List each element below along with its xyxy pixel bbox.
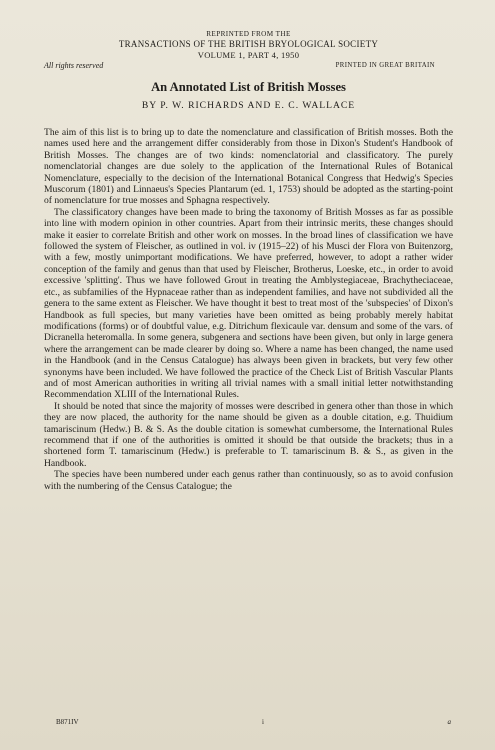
- printed-in: PRINTED IN GREAT BRITAIN: [335, 62, 435, 69]
- paragraph: The species have been numbered under each genus rather than continuously, so as to avoid confusion with the numbering of the Census Catalogue; the: [44, 469, 453, 492]
- rights-reserved: All rights reserved: [44, 61, 104, 70]
- paragraph: The classificatory changes have been made to bring the taxonomy of British Mosses as far as possible into line with modern opinion in other countries. Apart from their intrinsic merits, these changes should make it easier to correlate British and other work on mosses. In the broad lines of classification we have followed the system of Fleischer, as outlined in vol. iv (1915–22) of his Musci der Flora von Buitenzorg, with a few, mostly unimportant modifications. We have preferred, however, to adopt a rather wider conception of the family and genus than that used by Fleischer, Brotherus, Loeske, etc., in order to avoid excessive 'splitting'. Thus we have followed Grout in treating the Amblystegiaceae, Brachytheciaceae, etc., as subfamilies of the Hypnaceae rather than as independent families, and have not subdivided all the genera to the same extent as Fleischer. We have thought it best to treat most of the 'subspecies' of Dixon's Handbook as full species, but many varieties have been omitted as being probably merely habitat modifications (forms) or of doubtful value, e.g. Ditrichum flexicaule var. densum and some of the vars. of Dicranella heteromalla. In some genera, subgenera and sections have been given, but only in large genera where the arrangement can be made clearer by doing so. Where a name has been changed, the name used in the Handbook (and in the Census Catalogue) has always been given in brackets, but very few other synonyms have been included. We have followed the practice of the Check List of British Vascular Plants and of most American authorities in writing all trivial names with a small initial letter notwithstanding Recommendation XLIII of the International Rules.: [44, 206, 453, 401]
- signature-mark: a: [447, 718, 451, 726]
- paragraph: The aim of this list is to bring up to date the nomenclature and classification of British mosses. Both the names used here and the arrangement differ considerably from those in Dixon's Student's Handbook of British Mosses. The changes are of two kinds: nomenclatorial and classificatory. The purely nomenclatorial changes are due solely to the application of the International Rules of Botanical Nomenclature, especially to the decision of the International Botanical Congress that Hedwig's Species Muscorum (1801) and Linnaeus's Species Plantarum (ed. 1, 1753) should be adopted as the starting-point of nomenclature for true mosses and Sphagna respectively.: [44, 127, 453, 207]
- journal-name: TRANSACTIONS OF THE BRITISH BRYOLOGICAL SOCIETY: [118, 39, 379, 49]
- paragraph: It should be noted that since the majority of mosses were described in genera other than those in which they are now placed, the authority for the name should be given as a double citation, e.g. Thuidium tamariscinum (Hedw.) B. & S. As the double citation is somewhat cumbersome, the International Rules recommend that if one of the authorities is omitted it should be that outside the brackets; thus in a shortened form T. tamariscinum (Hedw.) is preferable to T. tamariscinum B. & S., as given in the Handbook.: [44, 400, 453, 469]
- rights-row: [44, 61, 453, 71]
- article-authors: BY P. W. RICHARDS AND E. C. WALLACE: [141, 100, 356, 111]
- volume-line: VOLUME 1, PART 4, 1950: [197, 50, 300, 60]
- article-body: [44, 127, 453, 492]
- article-title: An Annotated List of British Mosses: [151, 80, 346, 94]
- printer-code: B871IV: [56, 718, 79, 726]
- reprint-line: REPRINTED FROM THE: [206, 30, 291, 38]
- page-footer: [56, 718, 451, 727]
- page-number: i: [262, 718, 264, 726]
